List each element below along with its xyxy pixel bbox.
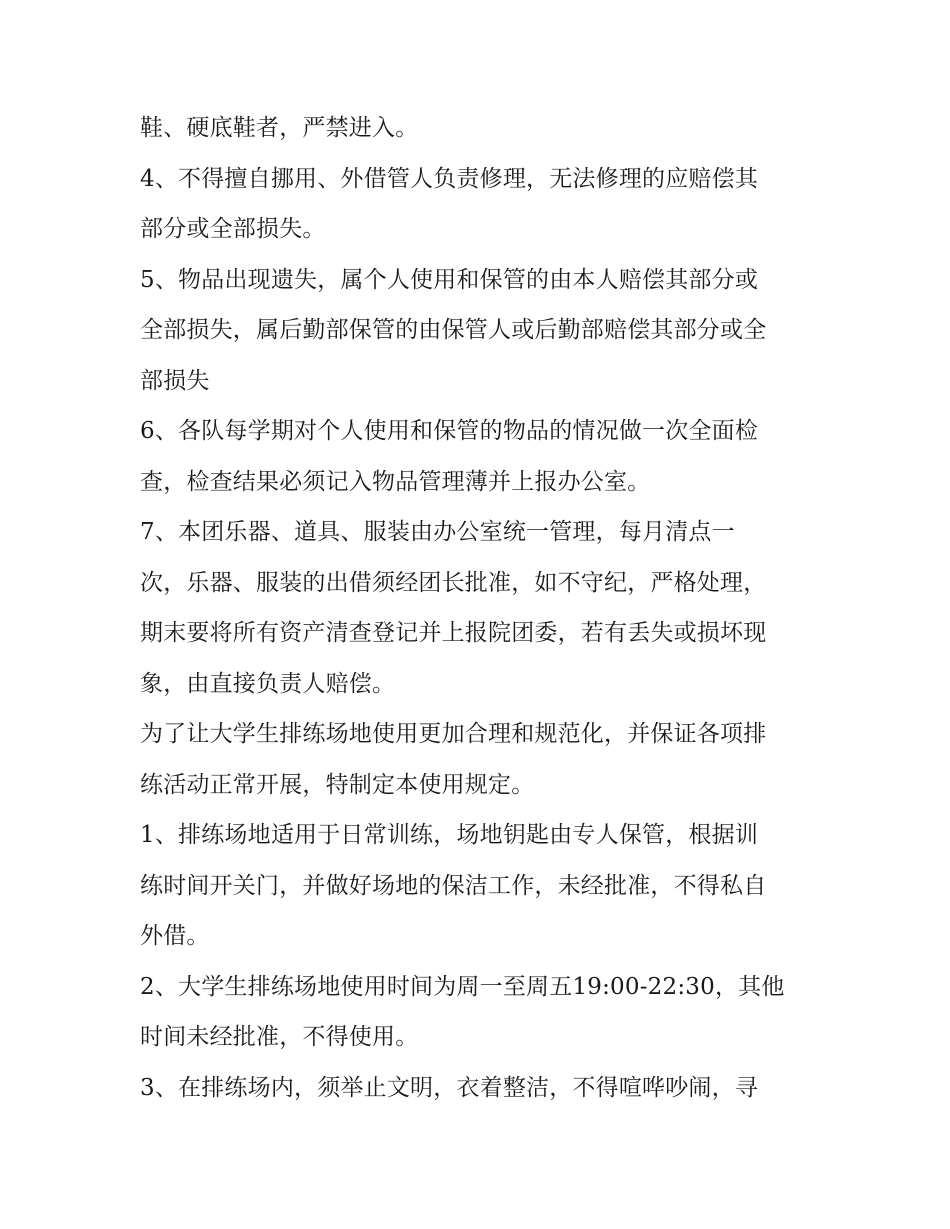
text-line-18: 2、大学生排练场地使用时间为周一至周五19:00-22:30，其他 <box>140 973 785 1000</box>
text-line-7: 6、各队每学期对个人使用和保管的物品的情况做一次全面检 <box>140 418 759 444</box>
text-line-19: 时间未经批准，不得使用。 <box>140 1024 419 1050</box>
text-line-1: 鞋、硬底鞋者，严禁进入。 <box>140 115 419 141</box>
text-line-8: 查，检查结果必须记入物品管理薄并上报办公室。 <box>140 468 651 495</box>
text-line-4: 5、物品出现遗失，属个人使用和保管的由本人赔偿其部分或 <box>140 266 759 293</box>
text-line-5: 全部损失，属后勤部保管的由保管人或后勤部赔偿其部分或全 <box>140 317 767 343</box>
text-line-3: 部分或全部损失。 <box>140 216 326 242</box>
text-line-20: 3、在排练场内，须举止文明，衣着整洁，不得喧哗吵闹，寻 <box>140 1074 759 1101</box>
text-line-17: 外借。 <box>140 923 210 949</box>
text-line-10: 次，乐器、服装的出借须经团长批准，如不守纪，严格处理， <box>140 569 767 596</box>
text-line-13: 为了让大学生排练场地使用更加合理和规范化，并保证各项排 <box>140 721 767 747</box>
text-line-6: 部损失 <box>140 367 210 394</box>
text-line-14: 练活动正常开展，特制定本使用规定。 <box>140 771 535 798</box>
text-line-12: 象，由直接负责人赔偿。 <box>140 670 396 697</box>
text-line-15: 1、排练场地适用于日常训练，场地钥匙由专人保管，根据训 <box>140 822 759 848</box>
document-body <box>140 103 820 1113</box>
text-line-11: 期末要将所有资产清查登记并上报院团委，若有丢失或损坏现 <box>140 620 767 646</box>
text-line-9: 7、本团乐器、道具、服装由办公室统一管理，每月清点一 <box>140 519 735 545</box>
text-line-16: 练时间开关门，并做好场地的保洁工作，未经批准，不得私自 <box>140 872 767 899</box>
text-line-2: 4、不得擅自挪用、外借管人负责修理，无法修理的应赔偿其 <box>140 165 759 192</box>
